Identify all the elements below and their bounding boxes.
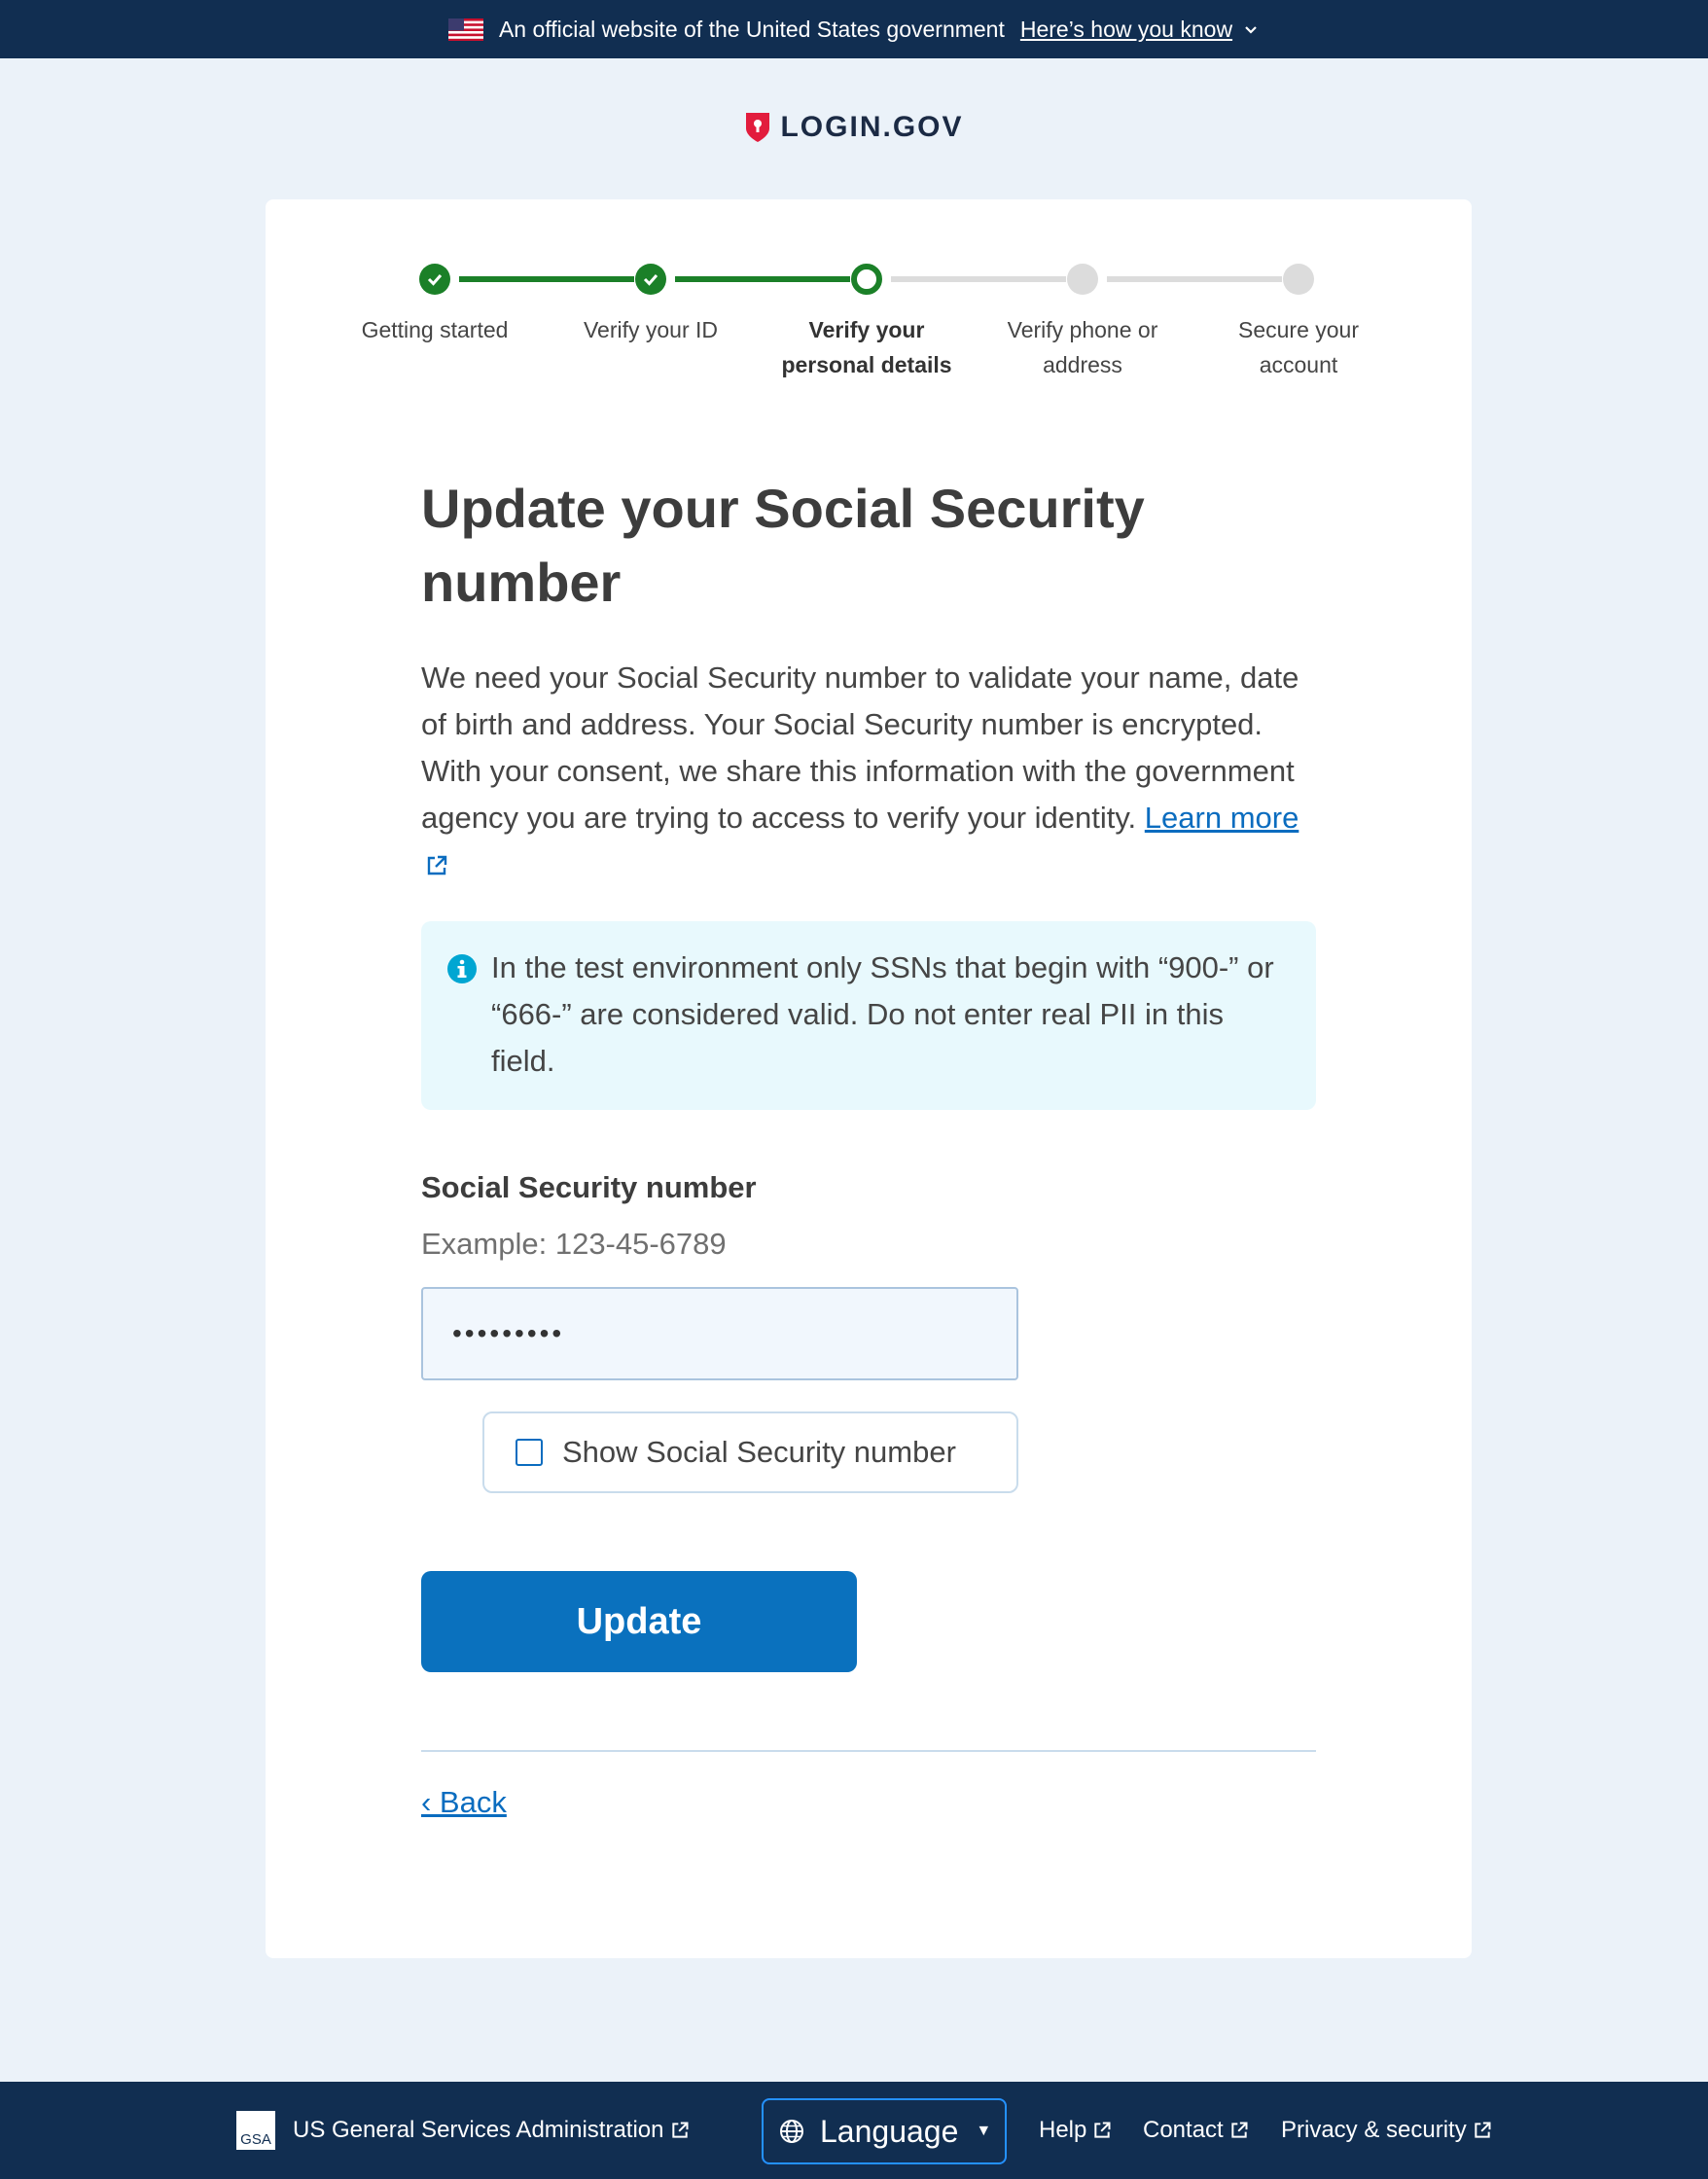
step-label-getting-started: Getting started <box>361 317 509 342</box>
chevron-down-icon[interactable] <box>1242 20 1260 38</box>
help-label[interactable]: Help <box>1039 2117 1087 2143</box>
logo-text: LOGIN.GOV <box>780 111 964 143</box>
step-complete-check-icon <box>635 264 666 295</box>
external-link-icon <box>1092 2121 1112 2140</box>
ssn-field-label: Social Security number <box>421 1170 757 1204</box>
ssn-input[interactable]: ••••••••• <box>421 1287 1018 1380</box>
learn-more-link[interactable]: Learn more <box>1144 801 1299 835</box>
footer <box>0 2082 1708 2179</box>
step-connector <box>1107 276 1282 282</box>
show-ssn-toggle[interactable] <box>482 1411 1018 1493</box>
step-complete-check-icon <box>419 264 450 295</box>
privacy-link[interactable] <box>1281 2082 1492 2179</box>
gov-banner-text: An official website of the United States government <box>498 16 1005 42</box>
show-ssn-checkbox[interactable] <box>516 1439 543 1466</box>
external-link-icon <box>1473 2121 1492 2140</box>
intro-text: We need your Social Security number to validate your name, date of birth and address. Your Social Security number is encrypted. With your consent, we share this information with the government agency you are trying to access to verify your identity. Learn more <box>421 655 1316 888</box>
external-link-icon <box>670 2121 690 2140</box>
gsa-logo: GSA <box>236 2111 275 2150</box>
show-ssn-label[interactable]: Show Social Security number <box>562 1435 956 1469</box>
form-content <box>421 472 1316 1820</box>
info-alert <box>421 921 1316 1110</box>
external-link-icon <box>425 854 448 877</box>
gov-banner <box>0 0 1708 58</box>
step-label-personal-details: Verify your personal details <box>781 317 952 377</box>
help-link[interactable] <box>1039 2082 1112 2179</box>
us-flag-icon <box>448 18 483 41</box>
gsa-link[interactable] <box>236 2082 690 2179</box>
privacy-label[interactable]: Privacy & security <box>1281 2117 1467 2143</box>
external-link-icon <box>1229 2121 1249 2140</box>
contact-label[interactable]: Contact <box>1143 2117 1224 2143</box>
step-label-verify-phone: Verify phone or address <box>1007 317 1158 377</box>
shield-icon <box>744 111 771 144</box>
page-title: Update your Social Security number <box>421 478 1145 613</box>
login-gov-logo[interactable] <box>0 111 1708 144</box>
step-current-icon <box>851 264 882 295</box>
language-button[interactable] <box>762 2098 1007 2164</box>
update-button[interactable]: Update <box>421 1571 857 1672</box>
back-link[interactable]: ‹ Back <box>421 1785 507 1819</box>
step-indicator <box>266 258 1472 394</box>
step-connector <box>891 276 1066 282</box>
divider <box>421 1750 1316 1752</box>
step-label-secure-account: Secure your account <box>1237 317 1359 377</box>
step-label-verify-id: Verify your ID <box>583 317 719 342</box>
alert-text: In the test environment only SSNs that begin with “900-” or “666-” are considered valid. Do not enter real PII in this field. <box>491 950 1274 1078</box>
ssn-hint: Example: 123-45-6789 <box>421 1227 727 1261</box>
step-incomplete-icon <box>1067 264 1098 295</box>
contact-link[interactable] <box>1143 2082 1249 2179</box>
step-connector <box>459 276 634 282</box>
step-incomplete-icon <box>1283 264 1314 295</box>
main-card <box>266 199 1472 1958</box>
info-icon <box>446 953 478 984</box>
language-label[interactable]: Language <box>820 2113 959 2149</box>
caret-down-icon: ▼ <box>976 2123 992 2139</box>
globe-icon <box>779 2119 804 2144</box>
heres-how-you-know-link[interactable]: Here’s how you know <box>1019 16 1233 42</box>
gsa-link-label[interactable]: US General Services Administration <box>293 2117 664 2143</box>
step-connector <box>675 276 850 282</box>
